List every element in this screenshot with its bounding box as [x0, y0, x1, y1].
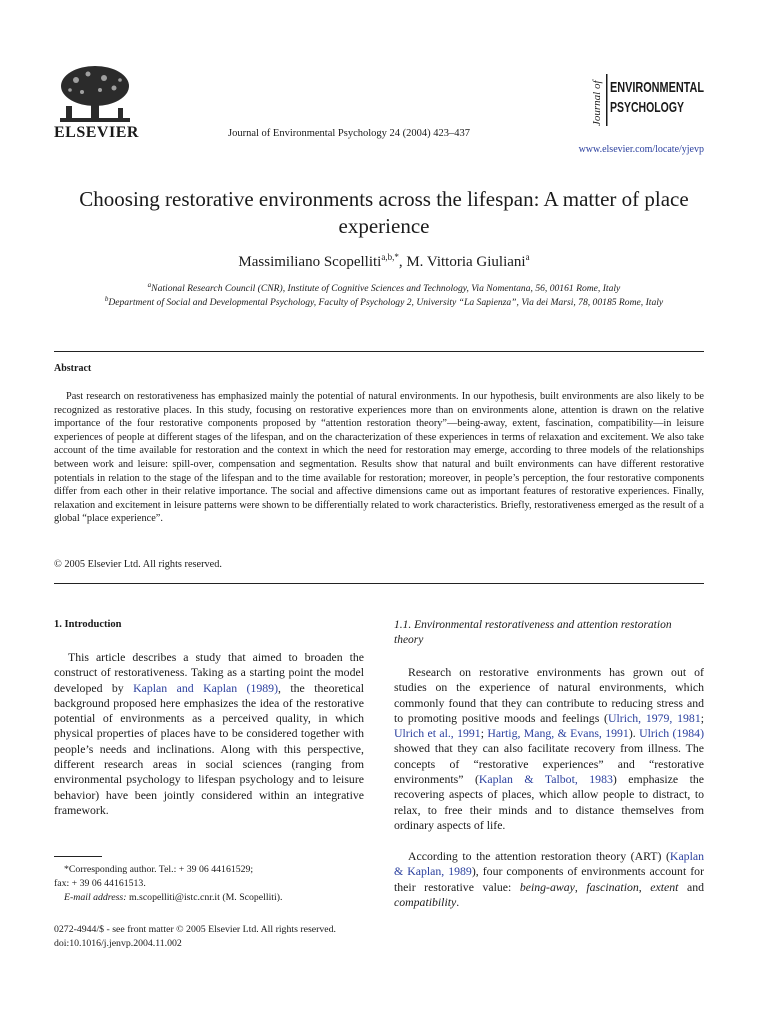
citation-link[interactable]: Kaplan and Kaplan (1989) — [133, 680, 279, 695]
citation-link[interactable]: Hartig, Mang, & Evans, 1991 — [487, 726, 629, 741]
article-title: Choosing restorative environments across the lifespan: A matter of place experience — [79, 187, 689, 238]
author-name: Massimiliano Scopelliti — [238, 254, 382, 270]
abstract-top-rule — [54, 351, 704, 352]
abstract-heading: Abstract — [54, 363, 92, 374]
section-heading-1-1: 1.1. Environmental restorativeness and attention restoration theory — [394, 619, 672, 646]
email-value: m.scopelliti@istc.cnr.it (M. Scopelliti). — [126, 892, 283, 903]
body-text: ) emphasize the recovering aspects of places, which allow people to distract, to relax, to free their minds and to distance themselves from ordinary aspects of life. — [394, 772, 704, 832]
journal-logo-line-2: PSYCHOLOGY — [610, 99, 684, 116]
abstract-copyright: © 2005 Elsevier Ltd. All rights reserved. — [54, 559, 222, 570]
term-italic: extent — [650, 879, 679, 894]
affiliation-sup: b — [104, 295, 109, 303]
author-separator: , — [398, 254, 407, 270]
publisher-name: ELSEVIER — [54, 124, 139, 141]
body-text: . — [456, 894, 460, 909]
affiliation-text: Department of Social and Developmental Psychology, Faculty of Psychology 2, University “La Sapienza”, Via dei Marsi, 78, 00185 Rome, Italy — [108, 297, 664, 309]
footnote-corresponding: *Corresponding author. Tel.: + 39 06 44161529; — [64, 864, 254, 875]
intro-text: This article describes a study that aimed to broaden the construct of restorativeness. Taking as a starting point the model developed by — [54, 650, 364, 695]
term-italic: compatibility — [394, 894, 457, 909]
affiliation-text: National Research Council (CNR), Institute of Cognitive Sciences and Technology, Via Nomentana, 56, 00161 Rome, Italy — [151, 283, 621, 295]
citation-link[interactable]: Ulrich, 1979, 1981 — [607, 710, 701, 725]
body-text: , — [638, 879, 651, 894]
email-label: E-mail address: — [64, 892, 127, 903]
journal-logo-side-text: Journal of — [591, 80, 603, 126]
author-name: M. Vittoria Giuliani — [406, 254, 526, 270]
body-text: showed that they can also facilitate recovery from illness. The concepts of “restorative experiences” and “restorative environments” ( — [394, 741, 704, 787]
author-superscript: a — [525, 252, 530, 262]
affiliation-a — [0, 281, 768, 294]
body-text: ). — [628, 726, 640, 741]
affiliation-b — [0, 295, 768, 308]
elsevier-tree-logo — [56, 64, 134, 124]
citation-link[interactable]: Kaplan & Kaplan, 1989 — [394, 849, 704, 879]
front-matter-line: 0272-4944/$ - see front matter © 2005 Elsevier Ltd. All rights reserved. — [54, 924, 336, 935]
citation-link[interactable]: Ulrich (1984) — [639, 726, 704, 741]
body-text: , — [574, 879, 587, 894]
citation-link[interactable]: Ulrich et al., 1991 — [394, 726, 481, 741]
term-italic: being-away — [519, 879, 575, 894]
author-list — [0, 252, 768, 271]
body-text: Research on restorative environments has grown out of studies on the experience of natural environments, which commonly found that they can contribute to reducing stress and to promoting positive moods and feelings ( — [394, 665, 704, 725]
intro-text: , the theoretical background proposed here emphasizes the idea of the restorative potential of environments as a perceived quality, in which physical properties of places have to be considered together with people’s needs and inclinations. Along with this perspective, different research areas in social sciences (ranging from environmental psychology to lifespan psychology and to leisure behavior) have been jointly considered within an integrative framework. — [54, 680, 364, 817]
section-heading-introduction: 1. Introduction — [54, 619, 122, 630]
journal-logo — [592, 72, 706, 128]
body-text: ), four components of environments account for their restorative value: — [394, 864, 705, 894]
citation-link[interactable]: Kaplan & Talbot, 1983 — [478, 772, 613, 787]
footnote-fax: fax: + 39 06 44161513. — [54, 878, 146, 889]
section-1-1-paragraph-2 — [394, 849, 704, 910]
body-text: ; — [700, 710, 704, 725]
journal-citation: Journal of Environmental Psychology 24 (2004) 423–437 — [228, 128, 471, 139]
footnote-email — [54, 892, 364, 905]
journal-logo-line-1: ENVIRONMENTAL — [610, 79, 704, 96]
author-superscript: a,b,* — [381, 252, 399, 262]
abstract-bottom-rule — [54, 583, 704, 584]
term-italic: fascination — [586, 879, 639, 894]
intro-paragraph — [54, 650, 364, 818]
body-text: According to the attention restoration theory (ART) ( — [408, 849, 670, 863]
body-text: ; — [480, 726, 488, 741]
doi-line: doi:10.1016/j.jenvp.2004.11.002 — [54, 938, 182, 949]
affiliation-sup: a — [147, 281, 152, 289]
section-1-1-paragraph-1 — [394, 665, 704, 833]
journal-url-link[interactable]: www.elsevier.com/locate/yjevp — [578, 144, 704, 155]
body-text: and — [678, 879, 704, 894]
footnote-rule — [54, 856, 102, 857]
abstract-text: Past research on restorativeness has emphasized mainly the potential of natural environments. In our hypothesis, built environments are also likely to be recognized as restorative places. In this study, focusing on restorative experiences more than on environments alone, attention is drawn on the relative importance of the four restorative components proposed by “attention restoration theory”—being-away, extent, fascination, compatibility—in leisure experiences of people at different stages of the lifespan, and on the characterization of these experiences in terms of relaxation and excitement. We also take account of the time available for restoration and the context in which the need for restoration may emerge, according to three models of the relationships between work and leisure: spill-over, compensation and segmentation. Results show that natural and built environments can have different restorative potentials in relation to the stage of the lifespan and to the time available for restoration; moreover, in people’s perception, the four restorative components differ from each other in their relative importance. The social and affective dimensions came out as important features of restorative experiences. Finally, relaxation and excitement in leisure patterns were shown to be differentially related to work characteristics. Briefly, restorativeness emerged as the result of a global “place experience”. — [54, 391, 704, 525]
